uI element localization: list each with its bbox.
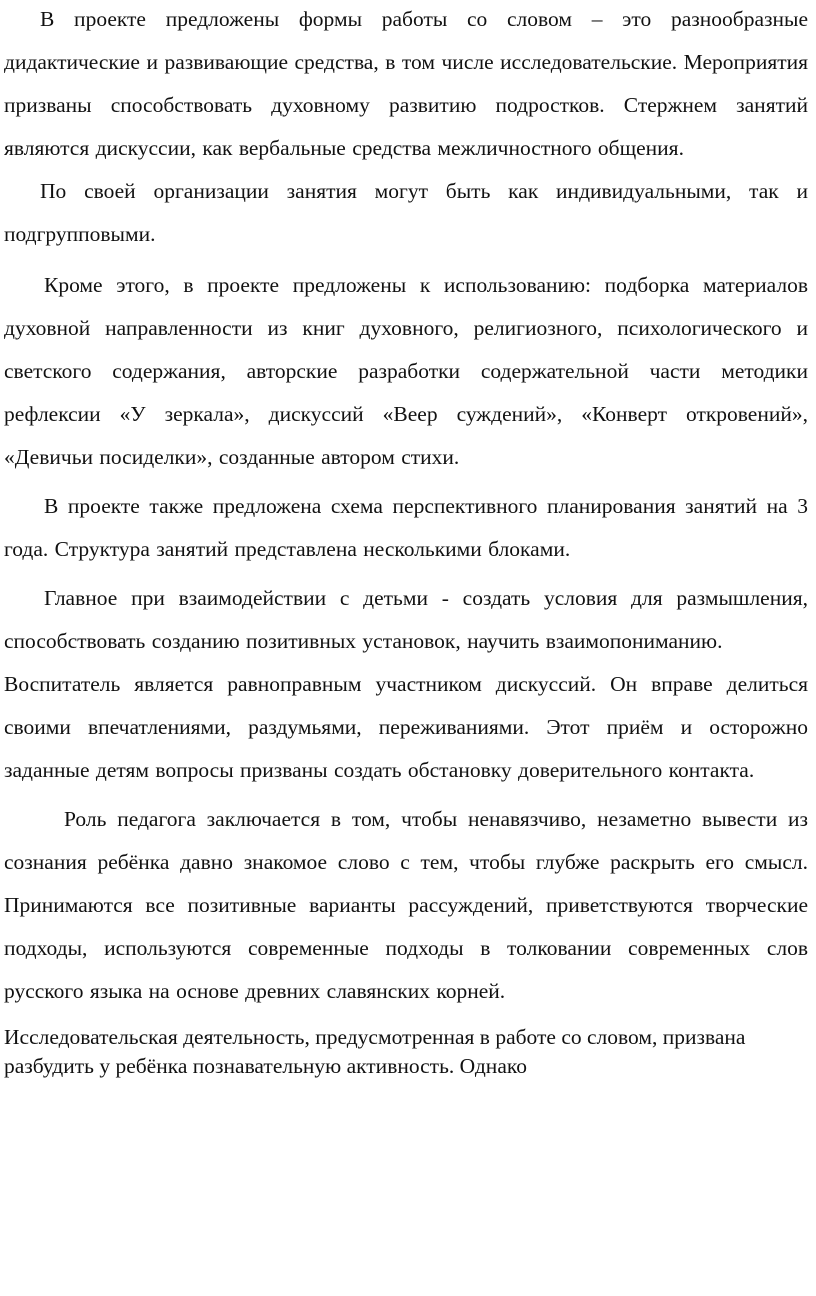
paragraph-research-activity: Исследовательская деятельность, предусмотренная в работе со словом, призвана разбудить у ребёнка познавательную активность. Однако xyxy=(4,1025,746,1078)
paragraph-project-forms: В проекте предложены формы работы со словом – это разнообразные дидактические и развивающие средства, в том числе исследовательские. Мероприятия призваны способствовать духовному развитию подростков. Стержнем занятий являются дискуссии, как вербальные средства межличностного общения. xyxy=(4,7,808,160)
paragraph-planning: В проекте также предложена схема перспективного планирования занятий на 3 года. Структура занятий представлена несколькими блоками. xyxy=(4,494,808,561)
paragraph-main-goal: Главное при взаимодействии с детьми - создать условия для размышления, способствовать созданию позитивных установок, научить взаимопониманию. xyxy=(4,586,808,653)
paragraph-educator: Воспитатель является равноправным участником дискуссий. Он вправе делиться своими впечатлениями, раздумьями, переживаниями. Этот приём и осторожно заданные детям вопросы призваны создать обстановку доверительного контакта. xyxy=(4,672,808,782)
paragraph-teacher-role: Роль педагога заключается в том, чтобы ненавязчиво, незаметно вывести из сознания ребёнка давно знакомое слово с тем, чтобы глубже раскрыть его смысл. Принимаются все позитивные варианты рассуждений, приветствуются творческие подходы, используются современные подходы в толковании современных слов русского языка на основе древних славянских корней. xyxy=(4,807,808,1003)
paragraph-materials: Кроме этого, в проекте предложены к использованию: подборка материалов духовной направленности из книг духовного, религиозного, психологического и светского содержания, авторские разработки содержательной части методики рефлексии «У зеркала», дискуссий «Веер суждений», «Конверт откровений», «Девичьи посиделки», созданные автором стихи. xyxy=(4,273,808,469)
paragraph-organization: По своей организации занятия могут быть как индивидуальными, так и подгрупповыми. xyxy=(4,179,808,246)
